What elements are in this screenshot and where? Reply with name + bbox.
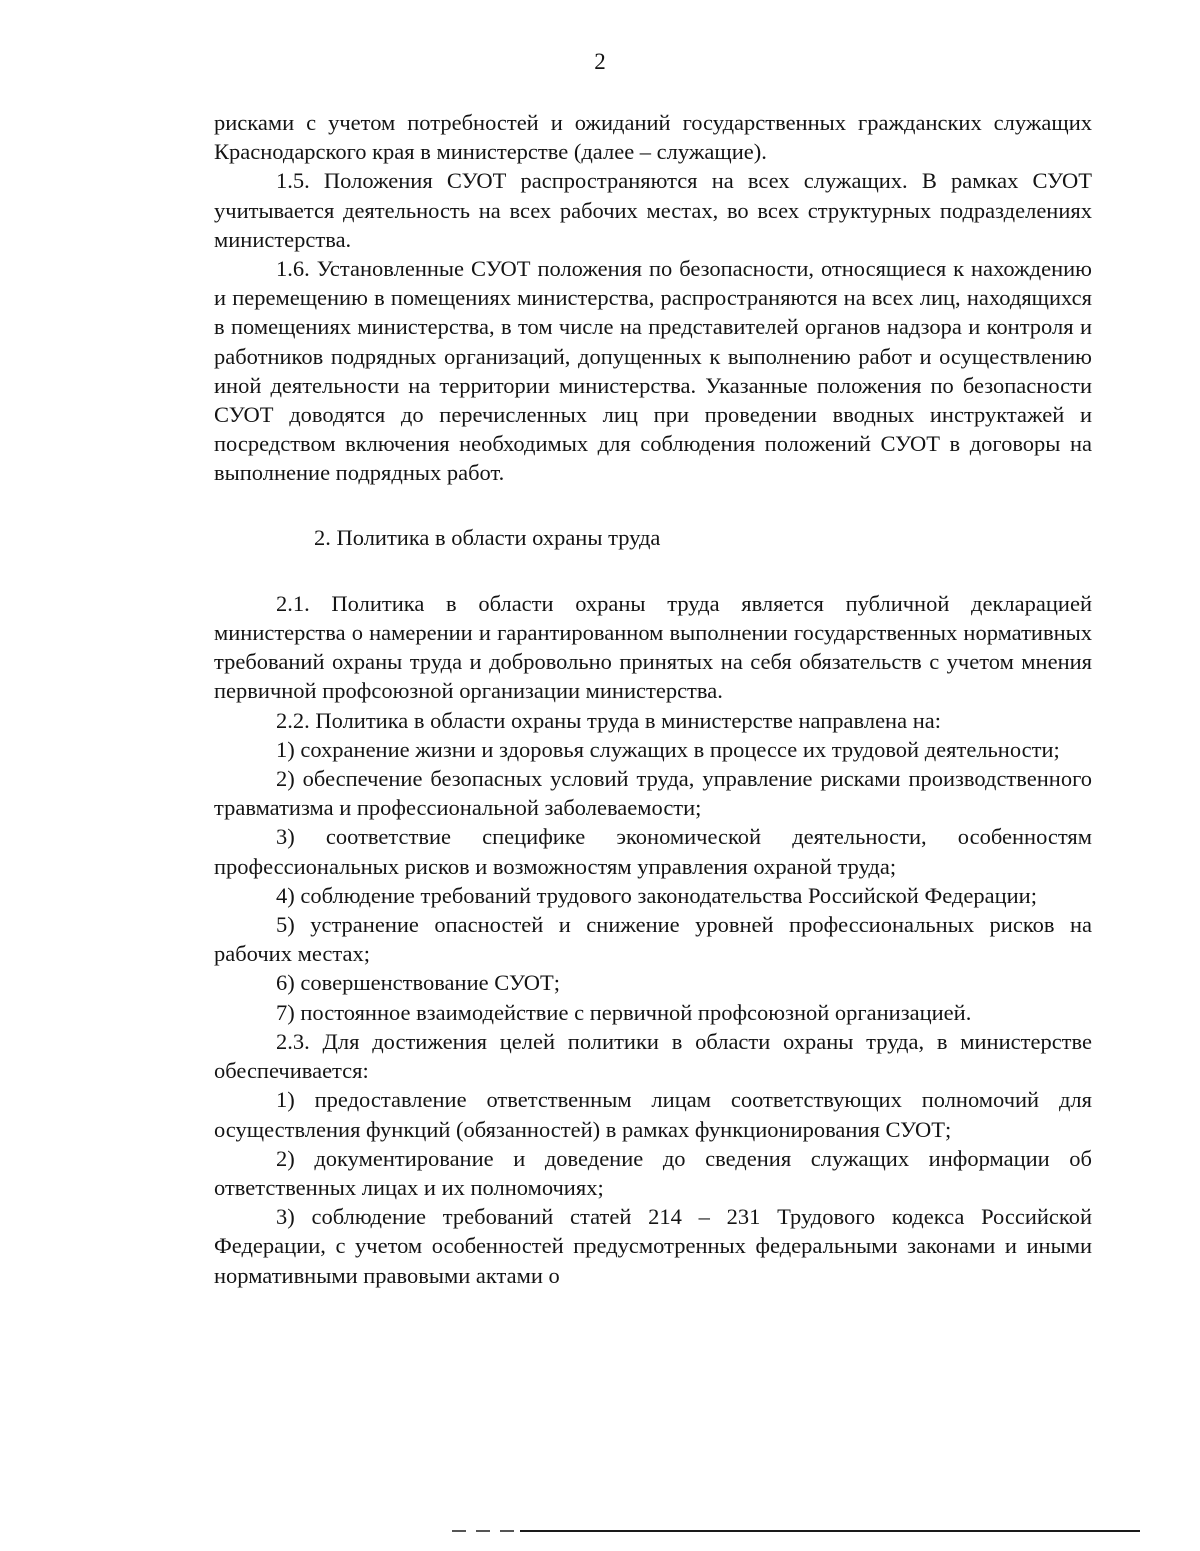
list-item: 7) постоянное взаимодействие с первичной профсоюзной организацией. xyxy=(276,999,972,1025)
list-item: 1) сохранение жизни и здоровья служащих в процессе их трудовой деятельности; xyxy=(276,736,1060,762)
paragraph-2-2: 2.2. Политика в области охраны труда в министерстве направлена на: xyxy=(276,707,941,733)
paragraph-1-5: 1.5. Положения СУОТ распространяются на всех служащих. В рамках СУОТ учитывается деятельность на всех рабочих местах, во всех структурных подразделениях министерства. xyxy=(214,168,1092,252)
list-item: 4) соблюдение требований трудового законодательства Российской Федерации; xyxy=(276,882,1037,908)
list-item: 2) документирование и доведение до сведения служащих информации об ответственных лицах и их полномочиях; xyxy=(214,1145,1092,1200)
page-number: 2 xyxy=(594,49,606,74)
paragraph-2-1: 2.1. Политика в области охраны труда является публичной декларацией министерства о намерении и гарантированном выполнении государственных нормативных требований охраны труда и добровольно принятых на себя обязательств с учетом мнения первичной профсоюзной организации министерства. xyxy=(214,590,1092,704)
list-item: 6) совершенствование СУОТ; xyxy=(276,970,560,996)
list-item: 3) соблюдение требований статей 214 – 231 Трудового кодекса Российской Федерации, с учетом особенностей предусмотренных федеральными законами и иными нормативными правовыми актами о xyxy=(214,1204,1092,1288)
paragraph-1-6: 1.6. Установленные СУОТ положения по безопасности, относящиеся к нахождению и перемещению в помещениях министерства, распространяются на всех лиц, находящихся в помещениях министерства, в том числе на представителей органов надзора и контроля и работников подрядных организаций, допущенных к выполнению работ и осуществлению иной деятельности на территории министерства. Указанные положения по безопасности СУОТ доводятся до перечисленных лиц при проведении вводных инструктажей и посредством включения необходимых для соблюдения положений СУОТ в договоры на выполнение подрядных работ. xyxy=(214,256,1092,486)
section-heading xyxy=(214,523,1092,552)
paragraph-continuation: рисками с учетом потребностей и ожиданий государственных гражданских служащих Краснодарского края в министерстве (далее – служащие). xyxy=(214,110,1092,165)
list-item: 1) предоставление ответственным лицам соответствующих полномочий для осуществления функций (обязанностей) в рамках функционирования СУОТ; xyxy=(214,1087,1092,1142)
footer-dash xyxy=(476,1530,490,1532)
footer-rule xyxy=(520,1530,1140,1532)
section-heading-text: 2. Политика в области охраны труда xyxy=(314,524,661,550)
footer-dash xyxy=(500,1530,514,1532)
list-item: 2) обеспечение безопасных условий труда, управление рисками производственного травматизма и профессиональной заболеваемости; xyxy=(214,766,1092,821)
document-body xyxy=(214,108,1092,1290)
footer-dash xyxy=(452,1530,466,1532)
list-item: 3) соответствие специфике экономической деятельности, особенностям профессиональных рисков и возможностям управления охраной труда; xyxy=(214,824,1092,879)
list-item: 5) устранение опасностей и снижение уровней профессиональных рисков на рабочих местах; xyxy=(214,912,1092,967)
paragraph-2-3: 2.3. Для достижения целей политики в области охраны труда, в министерстве обеспечивается: xyxy=(214,1028,1092,1084)
